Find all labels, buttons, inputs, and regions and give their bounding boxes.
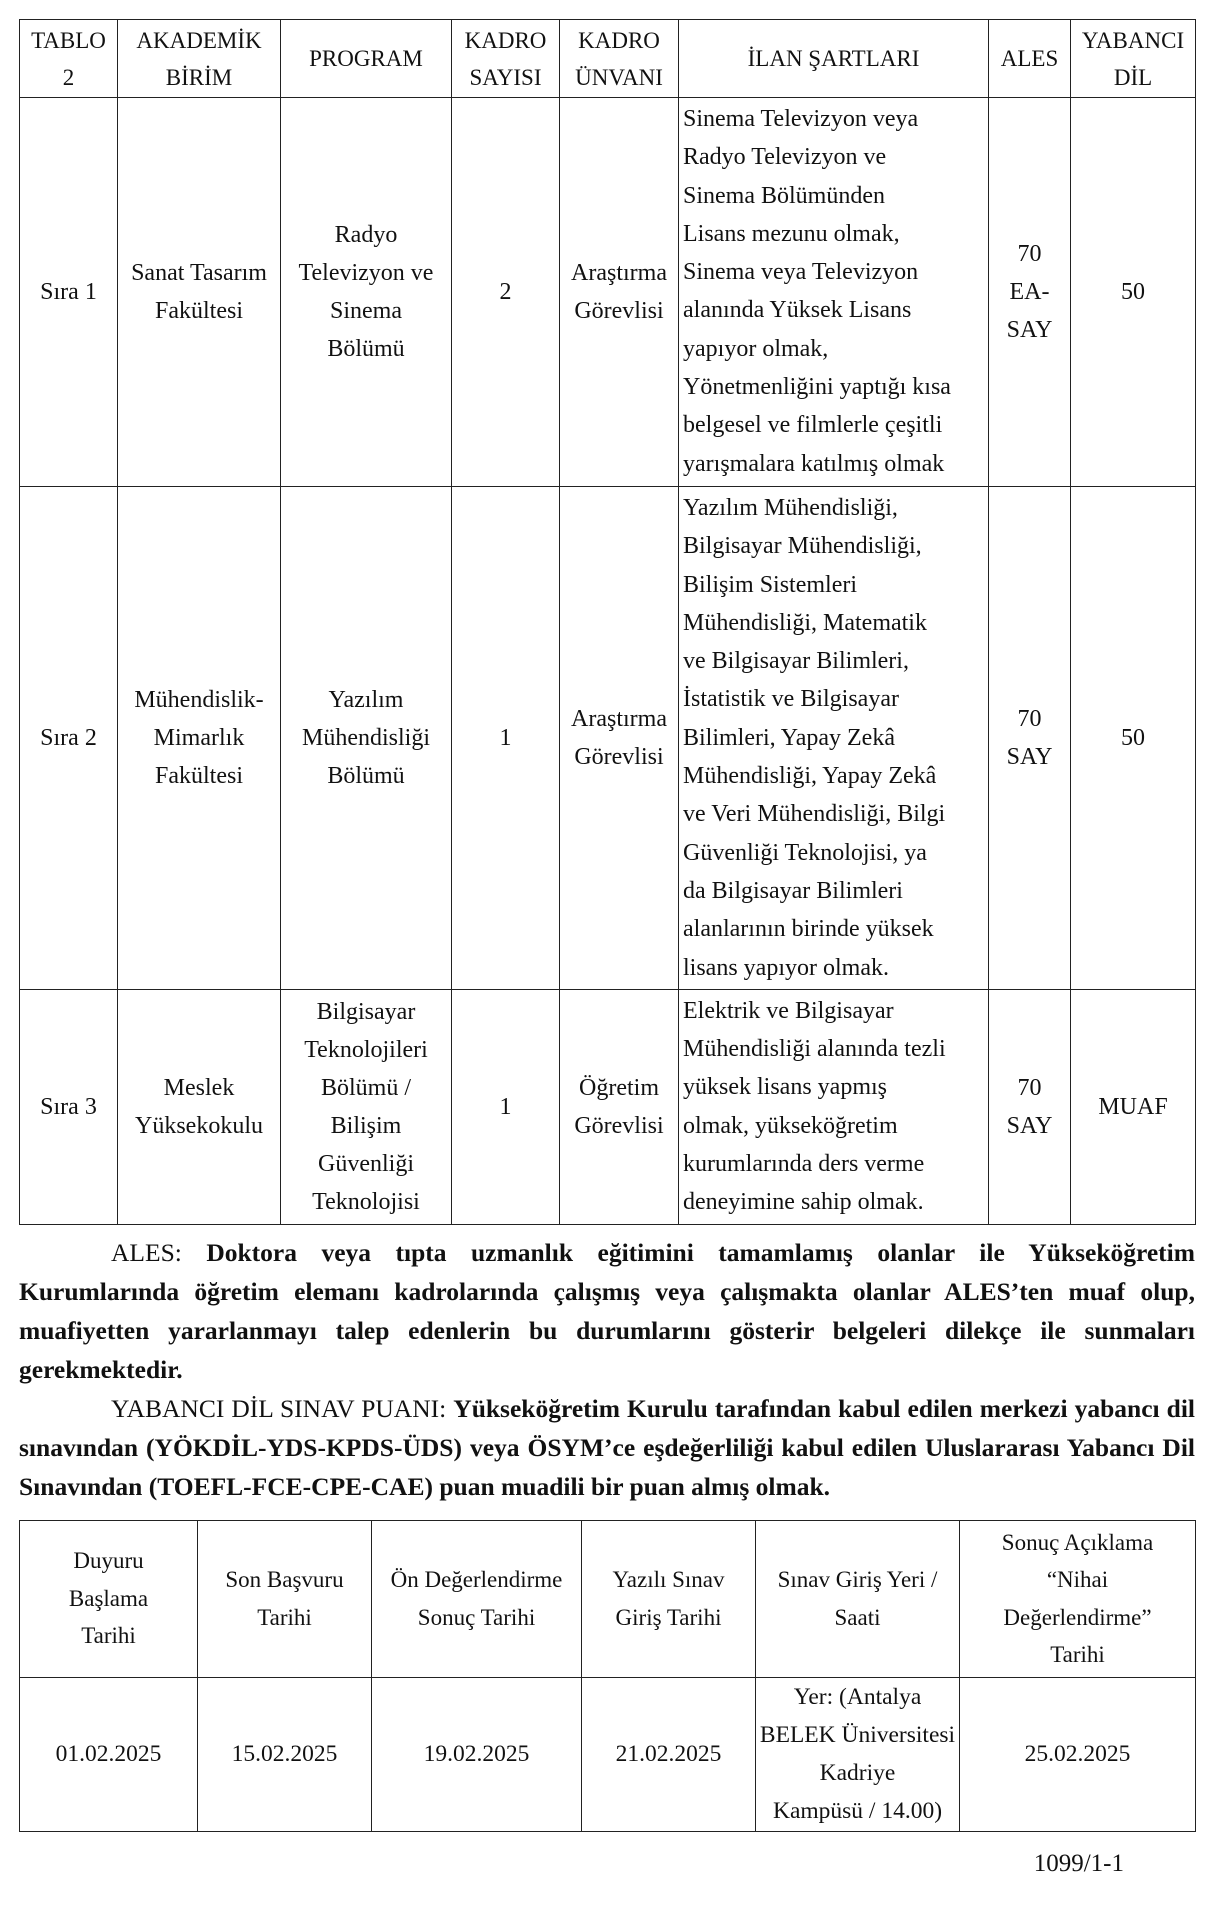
positions-table xyxy=(19,19,1196,1225)
cell-kadro-sayisi: 2 xyxy=(452,98,560,487)
cell-sira: Sıra 2 xyxy=(20,487,118,990)
header-kadro-unvani: KADRO ÜNVANI xyxy=(560,20,679,98)
cell-program: Radyo Televizyon ve Sinema Bölümü xyxy=(281,98,452,487)
table-row xyxy=(20,989,1196,1224)
ales-note-label: ALES: xyxy=(111,1237,182,1267)
header-program: PROGRAM xyxy=(281,20,452,98)
cell-sira: Sıra 1 xyxy=(20,98,118,487)
cell-ilan-sartlari: Yazılım Mühendisliği, Bilgisayar Mühendisliği, Bilişim Sistemleri Mühendisliği, Matematik ve Bilgisayar Bilimleri, İstatistik ve Bilgisayar Bilimleri, Yapay Zekâ Mühendisliği, Yapay Zekâ ve Veri Mühendisliği, Bilgi Güvenliği Teknolojisi, ya da Bilgisayar Bilimleri alanlarının birinde yüksek lisans yapıyor olmak. xyxy=(679,487,989,990)
cell-yabanci-dil: 50 xyxy=(1071,98,1196,487)
header-duyuru-baslama: Duyuru Başlama Tarihi xyxy=(20,1520,198,1677)
cell-kadro-sayisi: 1 xyxy=(452,989,560,1224)
document-page xyxy=(19,19,1195,1832)
value-duyuru-baslama: 01.02.2025 xyxy=(20,1677,198,1831)
header-kadro-sayisi: KADRO SAYISI xyxy=(452,20,560,98)
header-row xyxy=(20,20,1196,98)
schedule-table xyxy=(19,1520,1196,1832)
language-note xyxy=(19,1389,1195,1506)
header-ales: ALES xyxy=(989,20,1071,98)
language-note-text: Yükseköğretim Kurulu tarafından kabul edilen merkezi yabancı dil sınavından (YÖKDİL-YDS-KPDS-ÜDS) veya ÖSYM’ce eşdeğerliliği kabul edilen Uluslararası Yabancı Dil Sınavından (TOEFL-FCE-CPE-CAE) puan muadili bir puan almış olmak. xyxy=(19,1393,1195,1501)
header-tablo: TABLO 2 xyxy=(20,20,118,98)
notes-section xyxy=(19,1233,1195,1506)
cell-kadro-unvani: Araştırma Görevlisi xyxy=(560,98,679,487)
cell-program: Bilgisayar Teknolojileri Bölümü / Bilişim Güvenliği Teknolojisi xyxy=(281,989,452,1224)
cell-ales: 70 SAY xyxy=(989,989,1071,1224)
table-row xyxy=(20,98,1196,487)
cell-program: Yazılım Mühendisliği Bölümü xyxy=(281,487,452,990)
schedule-header-row xyxy=(20,1520,1196,1677)
cell-ales: 70 SAY xyxy=(989,487,1071,990)
language-note-label: YABANCI DİL SINAV PUANI: xyxy=(111,1393,447,1423)
cell-kadro-unvani: Öğretim Görevlisi xyxy=(560,989,679,1224)
cell-sira: Sıra 3 xyxy=(20,989,118,1224)
cell-kadro-sayisi: 1 xyxy=(452,487,560,990)
value-son-basvuru: 15.02.2025 xyxy=(198,1677,372,1831)
cell-birim: Mühendislik- Mimarlık Fakültesi xyxy=(118,487,281,990)
value-sinav-yeri: Yer: (Antalya BELEK Üniversitesi Kadriye Kampüsü / 14.00) xyxy=(756,1677,960,1831)
value-yazili-sinav: 21.02.2025 xyxy=(582,1677,756,1831)
cell-yabanci-dil: MUAF xyxy=(1071,989,1196,1224)
page-number: 1099/1-1 xyxy=(1033,1850,1124,1877)
schedule-values-row xyxy=(20,1677,1196,1831)
header-on-degerlendirme: Ön Değerlendirme Sonuç Tarihi xyxy=(372,1520,582,1677)
header-ilan-sartlari: İLAN ŞARTLARI xyxy=(679,20,989,98)
header-yazili-sinav: Yazılı Sınav Giriş Tarihi xyxy=(582,1520,756,1677)
cell-ilan-sartlari: Sinema Televizyon veya Radyo Televizyon ve Sinema Bölümünden Lisans mezunu olmak, Sinema veya Televizyon alanında Yüksek Lisans yapıyor olmak, Yönetmenliğini yaptığı kısa belgesel ve filmlerle çeşitli yarışmalara katılmış olmak xyxy=(679,98,989,487)
ales-note-text: Doktora veya tıpta uzmanlık eğitimini tamamlamış olanlar ile Yükseköğretim Kurumlarında öğretim elemanı kadrolarında çalışmış veya çalışmakta olanlar ALES’ten muaf olup, muafiyetten yararlanmayı talep edenlerin bu durumlarını gösterir belgeleri dilekçe ile sunmaları gerekmektedir. xyxy=(19,1237,1195,1384)
cell-yabanci-dil: 50 xyxy=(1071,487,1196,990)
header-sonuc-aciklama: Sonuç Açıklama “Nihai Değerlendirme” Tarihi xyxy=(960,1520,1196,1677)
cell-birim: Meslek Yüksekokulu xyxy=(118,989,281,1224)
header-birim: AKADEMİK BİRİM xyxy=(118,20,281,98)
ales-note xyxy=(19,1233,1195,1389)
table-row xyxy=(20,487,1196,990)
header-sinav-yeri: Sınav Giriş Yeri / Saati xyxy=(756,1520,960,1677)
value-on-degerlendirme: 19.02.2025 xyxy=(372,1677,582,1831)
cell-birim: Sanat Tasarım Fakültesi xyxy=(118,98,281,487)
value-sonuc-aciklama: 25.02.2025 xyxy=(960,1677,1196,1831)
cell-kadro-unvani: Araştırma Görevlisi xyxy=(560,487,679,990)
cell-ales: 70 EA- SAY xyxy=(989,98,1071,487)
header-yabanci-dil: YABANCI DİL xyxy=(1071,20,1196,98)
cell-ilan-sartlari: Elektrik ve Bilgisayar Mühendisliği alanında tezli yüksek lisans yapmış olmak, yükseköğretim kurumlarında ders verme deneyimine sahip olmak. xyxy=(679,989,989,1224)
header-son-basvuru: Son Başvuru Tarihi xyxy=(198,1520,372,1677)
